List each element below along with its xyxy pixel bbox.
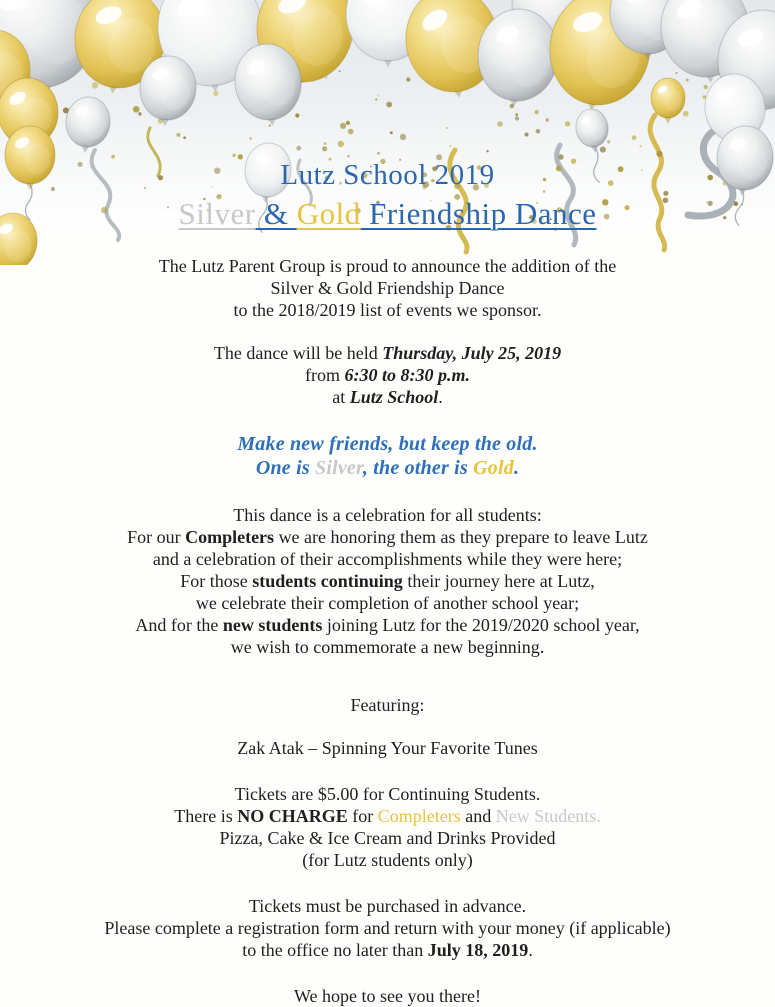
completers-bold: Completers	[185, 527, 275, 547]
tickets-line-3: Pizza, Cake & Ice Cream and Drinks Provided	[219, 828, 556, 848]
motto-line-1: Make new friends, but keep the old.	[237, 433, 538, 455]
celebration-line-3: and a celebration of their accomplishments while they were here;	[152, 549, 623, 569]
purchase-line-3	[0, 939, 775, 961]
tickets-line-4: (for Lutz students only)	[302, 850, 473, 870]
closing-line: We hope to see you there!	[294, 986, 481, 1006]
text-run: The dance will be held	[213, 343, 383, 363]
schedule-line-1	[0, 342, 775, 364]
celebration-line-7: we wish to commemorate a new beginning.	[230, 637, 545, 657]
text-run: and	[460, 806, 496, 826]
subtitle-rest: Friendship Dance	[360, 196, 597, 231]
text-run: .	[438, 387, 443, 407]
text-run: For our	[127, 527, 186, 547]
tickets-word-new-students: New Students.	[495, 806, 601, 826]
purchase-line-2: Please complete a registration form and return with your money (if applicable)	[104, 918, 671, 938]
intro-paragraph	[0, 255, 775, 321]
motto-word-gold: Gold	[473, 457, 514, 479]
subtitle-word-silver: Silver	[178, 196, 256, 231]
text-run: at	[332, 387, 350, 407]
text-run: For those	[180, 571, 253, 591]
intro-line-3: to the 2018/2019 list of events we sponsor.	[233, 300, 542, 320]
motto-paragraph	[0, 432, 775, 480]
purchase-line-1: Tickets must be purchased in advance.	[248, 896, 527, 916]
celebration-paragraph	[0, 504, 775, 658]
text-run: There is	[174, 806, 238, 826]
text-run: their journey here at Lutz,	[402, 571, 595, 591]
text-run: to the office no later than	[242, 940, 428, 960]
motto-word-silver: Silver	[315, 457, 363, 479]
tickets-paragraph	[0, 783, 775, 871]
text-run: .	[528, 940, 533, 960]
tickets-line-2	[0, 805, 775, 827]
event-place: Lutz School	[349, 387, 439, 407]
text-run: One is	[255, 457, 316, 479]
motto-line-2	[0, 456, 775, 480]
schedule-line-2	[0, 364, 775, 386]
celebration-line-5: we celebrate their completion of another school year;	[195, 593, 580, 613]
intro-line-1: The Lutz Parent Group is proud to announce the addition of the	[158, 256, 617, 276]
event-time: 6:30 to 8:30 p.m.	[344, 365, 470, 385]
celebration-line-2	[0, 526, 775, 548]
celebration-line-6	[0, 614, 775, 636]
deadline-date-bold: July 18, 2019	[427, 940, 529, 960]
schedule-line-3	[0, 386, 775, 408]
featuring-label: Featuring:	[350, 695, 425, 715]
text-run: joining Lutz for the 2019/2020 school year,	[322, 615, 640, 635]
text-run: And for the	[135, 615, 223, 635]
dj-line: Zak Atak – Spinning Your Favorite Tunes	[237, 738, 538, 758]
purchase-paragraph	[0, 895, 775, 961]
text-run: we are honoring them as they prepare to leave Lutz	[274, 527, 648, 547]
subtitle-ampersand: &	[255, 196, 297, 231]
event-date: Thursday, July 25, 2019	[382, 343, 562, 363]
intro-line-2: Silver & Gold Friendship Dance	[270, 278, 505, 298]
celebration-line-4	[0, 570, 775, 592]
schedule-paragraph	[0, 342, 775, 408]
text-run: from	[305, 365, 345, 385]
text-run: for	[347, 806, 378, 826]
no-charge-bold: NO CHARGE	[237, 806, 348, 826]
students-continuing-bold: students continuing	[252, 571, 403, 591]
new-students-bold: new students	[222, 615, 323, 635]
text-run: .	[513, 457, 520, 479]
flyer-title: Lutz School 2019	[280, 159, 495, 191]
subtitle-word-gold: Gold	[296, 196, 361, 231]
tickets-word-completers: Completers	[377, 806, 461, 826]
text-run: , the other is	[362, 457, 474, 479]
tickets-line-1: Tickets are $5.00 for Continuing Students.	[234, 784, 541, 804]
flyer-subtitle	[0, 194, 775, 234]
celebration-line-1: This dance is a celebration for all students:	[233, 505, 542, 525]
